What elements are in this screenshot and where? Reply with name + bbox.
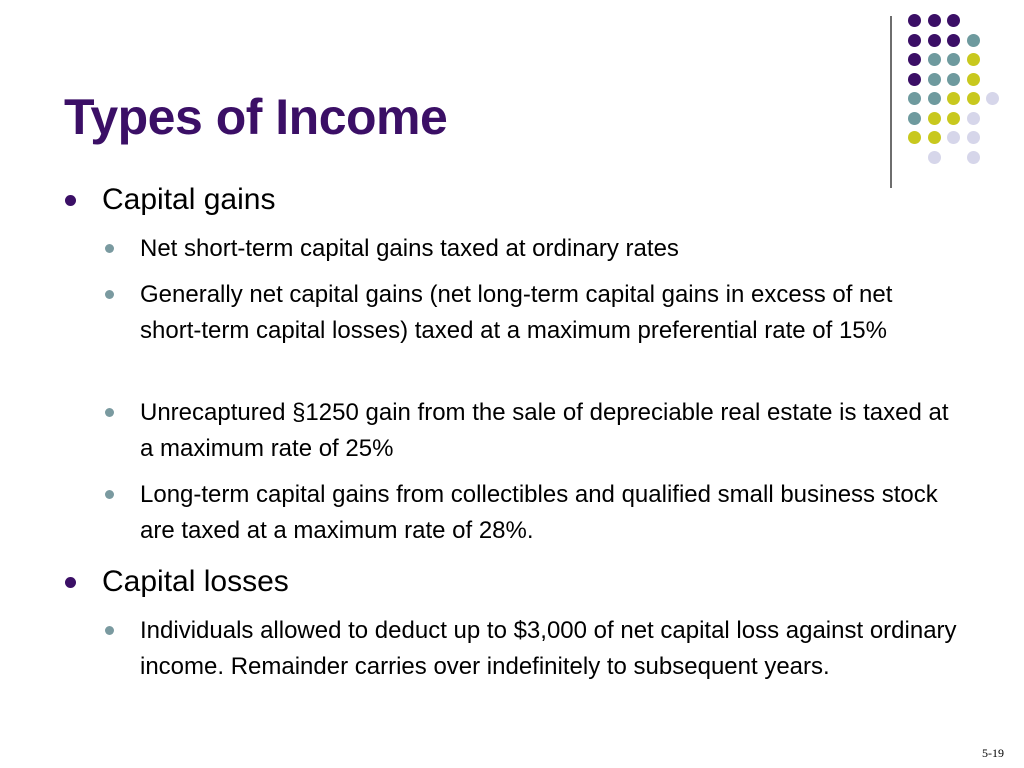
bullet-icon [65, 195, 76, 206]
bullet-icon [105, 490, 114, 499]
bullet-icon [105, 290, 114, 299]
list-item: Unrecaptured §1250 gain from the sale of depreciable real estate is taxed at a maximum rate of 25% [140, 399, 949, 462]
list-item: Long-term capital gains from collectibles and qualified small business stock are taxed at a maximum rate of 28%. [140, 481, 938, 544]
list-item: Generally net capital gains (net long-term capital gains in excess of net short-term capital losses) taxed at a maximum preferential rate of 15% [140, 281, 893, 344]
page-number: 5-19 [982, 746, 1004, 760]
section-heading-capital-gains: Capital gains [102, 183, 276, 216]
list-item: Individuals allowed to deduct up to $3,000 of net capital loss against ordinary income. Remainder carries over indefinitely to subsequent years. [140, 617, 957, 680]
list-item: Net short-term capital gains taxed at ordinary rates [140, 235, 679, 262]
bullet-icon [105, 626, 114, 635]
section-heading-capital-losses: Capital losses [102, 565, 289, 598]
slide-title: Types of Income [64, 89, 448, 145]
bullet-icon [105, 244, 114, 253]
bullet-icon [65, 577, 76, 588]
bullet-icon [105, 408, 114, 417]
